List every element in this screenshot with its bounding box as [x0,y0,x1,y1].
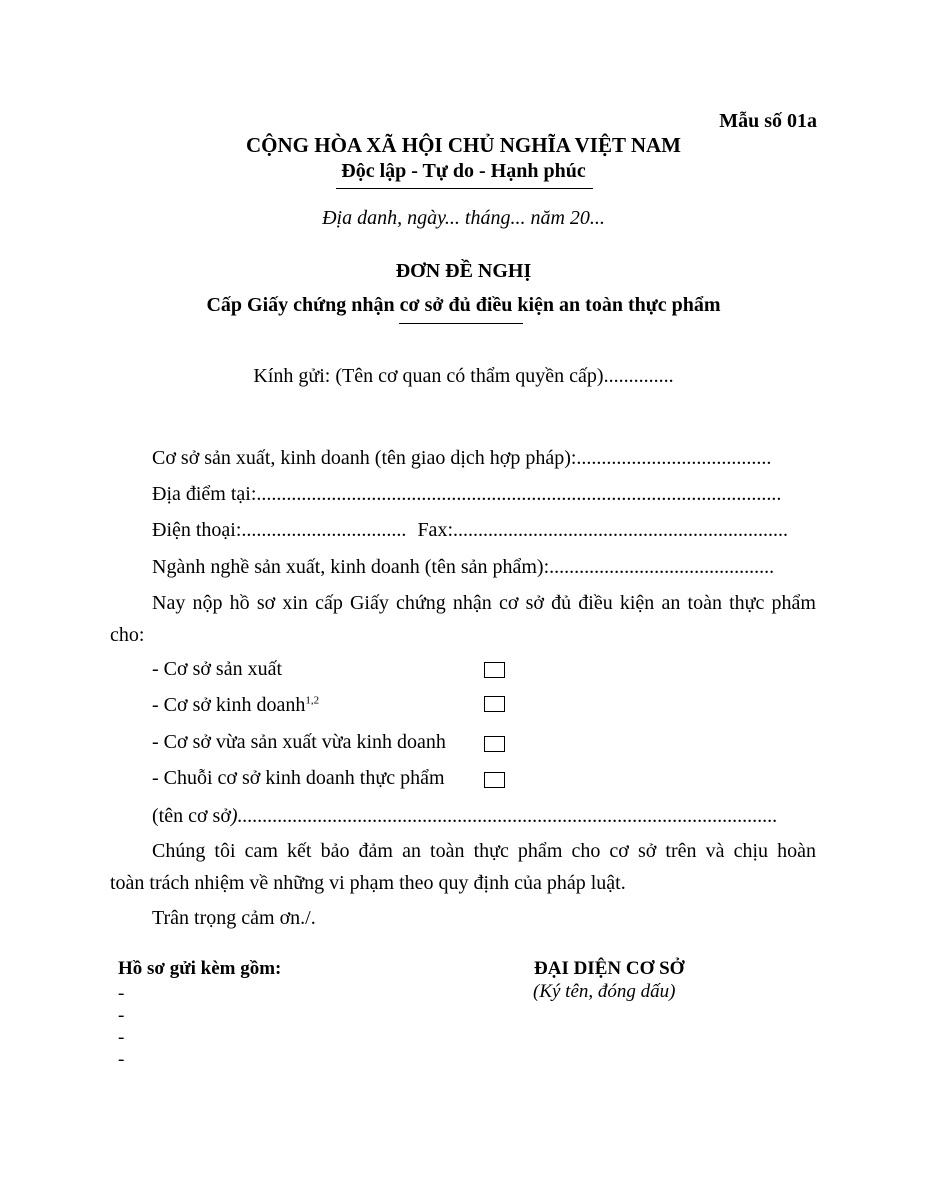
attachment-item: - [118,1005,125,1026]
attachment-item: - [118,983,125,1004]
document-subtitle: Cấp Giấy chứng nhận cơ sở đủ điều kiện an toàn thực phẩm [206,294,721,316]
industry-field: Ngành nghề sản xuất, kinh doanh (tên sản phẩm):............................................. [152,556,775,578]
facility-name-label: (tên cơ sở [152,805,231,827]
motto-underline [336,188,593,189]
fax-field: Fax:................................................................... [417,519,788,541]
checkbox-production[interactable] [484,662,505,678]
option-production-business [152,731,446,754]
checkbox-business[interactable] [484,696,505,712]
option-label: - Cơ sở sản xuất [152,658,283,680]
commitment-line-2: toàn trách nhiệm về những vi phạm theo quy định của pháp luật. [110,872,626,894]
thanks-line: Trân trọng cảm ơn./. [152,907,316,929]
form-number: Mẫu số 01a [719,110,817,132]
footnote-ref: 1,2 [305,694,320,707]
title-underline [399,323,523,324]
national-motto: Độc lập - Tự do - Hạnh phúc [341,160,586,182]
place-date: Địa danh, ngày... tháng... năm 20... [322,207,605,229]
recipient-line: Kính gửi: (Tên cơ quan có thẩm quyền cấp).............. [253,365,674,387]
option-label: - Chuỗi cơ sở kinh doanh thực phẩm [152,767,445,789]
request-line-1: Nay nộp hồ sơ xin cấp Giấy chứng nhận cơ sở đủ điều kiện an toàn thực phẩm [152,592,816,614]
representative-note: (Ký tên, đóng dấu) [533,981,676,1002]
checkbox-production-business[interactable] [484,736,505,752]
attachment-item: - [118,1049,125,1070]
document-title: ĐƠN ĐỀ NGHỊ [395,260,532,282]
attachment-item: - [118,1027,125,1048]
option-production [152,658,282,681]
facility-name-dots: )............................................................................................................ [230,805,778,827]
attachments-title: Hồ sơ gửi kèm gồm: [118,958,282,979]
option-label: - Cơ sở kinh doanh [152,694,306,716]
option-food-chain [152,767,445,790]
business-name-field: Cơ sở sản xuất, kinh doanh (tên giao dịch hợp pháp):....................................... [152,447,772,469]
option-business [152,694,319,717]
country-name: CỘNG HÒA XÃ HỘI CHỦ NGHĨA VIỆT NAM [245,133,682,157]
location-field: Địa điểm tại:......................................................................................................... [152,483,782,505]
representative-title: ĐẠI DIỆN CƠ SỞ [534,958,685,979]
option-label: - Cơ sở vừa sản xuất vừa kinh doanh [152,731,446,753]
phone-field: Điện thoại:................................. [152,519,407,541]
phone-fax-row [152,519,816,542]
commitment-line-1: Chúng tôi cam kết bảo đảm an toàn thực phẩm cho cơ sở trên và chịu hoàn [152,840,816,862]
facility-name-field [152,805,816,828]
request-line-2: cho: [110,624,145,646]
checkbox-food-chain[interactable] [484,772,505,788]
